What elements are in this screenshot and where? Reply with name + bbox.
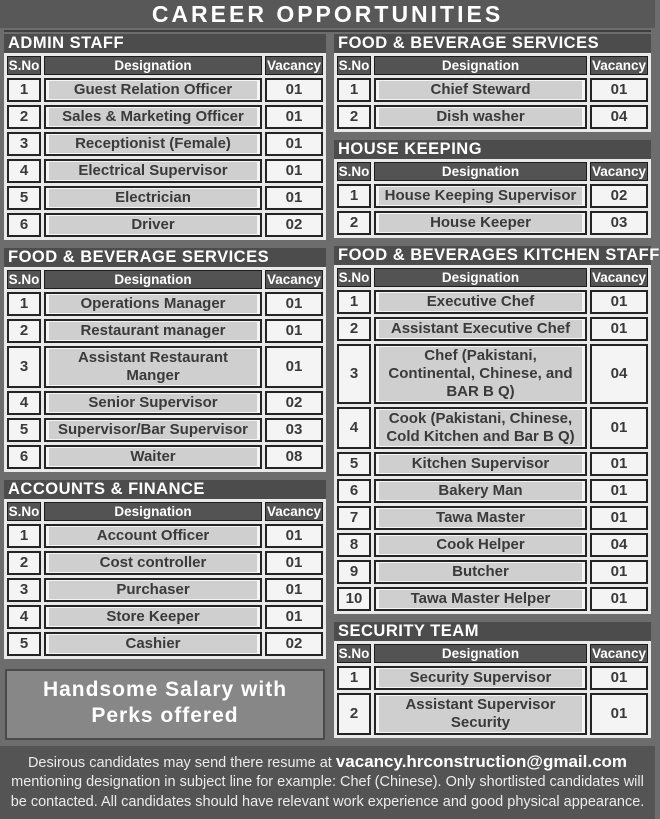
- cell-designation: Kitchen Supervisor: [374, 452, 587, 476]
- cell-designation: Purchaser: [44, 578, 262, 602]
- job-section: [334, 34, 651, 132]
- cell-sno: 4: [7, 605, 41, 629]
- jobs-table: [334, 265, 651, 614]
- table-row: [7, 346, 323, 388]
- column-header-vacancy: Vacancy: [266, 272, 322, 287]
- cell-sno: 1: [337, 78, 371, 102]
- cell-designation: Cook Helper: [374, 533, 587, 557]
- table-row: [7, 213, 323, 237]
- cell-vacancy: 08: [265, 445, 323, 469]
- cell-designation: Waiter: [44, 445, 262, 469]
- table-row: [337, 506, 648, 530]
- column-header-vacancy: Vacancy: [266, 504, 322, 519]
- table-header-row: [7, 270, 323, 289]
- cell-designation: Driver: [44, 213, 262, 237]
- column-header-designation: Designation: [374, 268, 587, 287]
- table-row: [337, 666, 648, 690]
- cell-designation: Account Officer: [44, 524, 262, 548]
- section-title: FOOD & BEVERAGE SERVICES: [334, 34, 651, 53]
- jobs-table: [4, 267, 326, 472]
- cell-designation: Bakery Man: [374, 479, 587, 503]
- column-header-sno: S.No: [338, 646, 370, 661]
- table-row: [7, 551, 323, 575]
- cell-designation: Assistant Restaurant Manger: [44, 346, 262, 388]
- table-row: [7, 292, 323, 316]
- cell-designation: Electrical Supervisor: [44, 159, 262, 183]
- cell-designation: House Keeping Supervisor: [374, 184, 587, 208]
- table-row: [7, 578, 323, 602]
- cell-sno: 1: [337, 666, 371, 690]
- left-sections: [4, 34, 326, 667]
- cell-designation: Cost controller: [44, 551, 262, 575]
- cell-vacancy: 03: [265, 418, 323, 442]
- table-row: [337, 452, 648, 476]
- table-row: [337, 407, 648, 449]
- job-section: [334, 140, 651, 238]
- section-title: HOUSE KEEPING: [334, 140, 651, 159]
- cell-vacancy: 01: [265, 159, 323, 183]
- cell-vacancy: 01: [590, 407, 648, 449]
- cell-vacancy: 04: [590, 533, 648, 557]
- jobs-table: [4, 53, 326, 240]
- cell-sno: 2: [337, 693, 371, 735]
- page-title: CAREER OPPORTUNITIES: [0, 0, 655, 28]
- cell-sno: 1: [7, 524, 41, 548]
- table-row: [337, 533, 648, 557]
- table-row: [7, 605, 323, 629]
- cell-designation: Chief Steward: [374, 78, 587, 102]
- table-row: [7, 78, 323, 102]
- section-title: FOOD & BEVERAGES KITCHEN STAFF: [334, 246, 651, 265]
- column-header-sno: S.No: [338, 164, 370, 179]
- cell-sno: 2: [337, 211, 371, 235]
- cell-vacancy: 02: [265, 391, 323, 415]
- section-title: FOOD & BEVERAGE SERVICES: [4, 248, 326, 267]
- cell-vacancy: 01: [265, 292, 323, 316]
- cell-sno: 7: [337, 506, 371, 530]
- table-header-row: [7, 502, 323, 521]
- column-header-sno: S.No: [8, 272, 40, 287]
- cell-designation: House Keeper: [374, 211, 587, 235]
- cell-designation: Butcher: [374, 560, 587, 584]
- cell-sno: 10: [337, 587, 371, 611]
- cell-sno: 2: [337, 317, 371, 341]
- cell-sno: 1: [7, 292, 41, 316]
- cell-sno: 1: [337, 184, 371, 208]
- cell-sno: 5: [7, 632, 41, 656]
- column-header-vacancy: Vacancy: [591, 58, 647, 73]
- cell-designation: Chef (Pakistani, Continental, Chinese, and BAR B Q): [374, 344, 587, 404]
- table-row: [7, 105, 323, 129]
- cell-vacancy: 01: [590, 693, 648, 735]
- jobs-table: [334, 641, 651, 738]
- cell-designation: Cashier: [44, 632, 262, 656]
- cell-sno: 5: [7, 186, 41, 210]
- table-row: [337, 693, 648, 735]
- cell-vacancy: 01: [590, 560, 648, 584]
- column-header-designation: Designation: [44, 56, 262, 75]
- jobs-table: [4, 499, 326, 659]
- salary-note-line1: Handsome Salary with: [42, 678, 288, 701]
- table-row: [7, 632, 323, 656]
- cell-sno: 3: [7, 578, 41, 602]
- table-row: [7, 524, 323, 548]
- cell-sno: 2: [7, 551, 41, 575]
- cell-sno: 2: [7, 319, 41, 343]
- cell-designation: Security Supervisor: [374, 666, 587, 690]
- cell-vacancy: 01: [590, 666, 648, 690]
- job-section: [4, 480, 326, 659]
- cell-sno: 6: [7, 213, 41, 237]
- cell-sno: 6: [337, 479, 371, 503]
- cell-vacancy: 03: [590, 211, 648, 235]
- table-header-row: [337, 56, 648, 75]
- cell-sno: 4: [337, 407, 371, 449]
- cell-sno: 1: [337, 290, 371, 314]
- cell-vacancy: 01: [590, 479, 648, 503]
- cell-sno: 3: [337, 344, 371, 404]
- cell-vacancy: 01: [590, 78, 648, 102]
- cell-vacancy: 01: [265, 551, 323, 575]
- cell-vacancy: 04: [590, 344, 648, 404]
- cell-designation: Tawa Master Helper: [374, 587, 587, 611]
- cell-sno: 5: [7, 418, 41, 442]
- table-row: [7, 159, 323, 183]
- table-row: [7, 319, 323, 343]
- left-column: [4, 34, 326, 746]
- cell-sno: 2: [337, 105, 371, 129]
- column-header-vacancy: Vacancy: [591, 646, 647, 661]
- table-row: [7, 132, 323, 156]
- section-title: SECURITY TEAM: [334, 622, 651, 641]
- cell-designation: Senior Supervisor: [44, 391, 262, 415]
- cell-sno: 3: [7, 346, 41, 388]
- columns: [0, 32, 660, 746]
- cell-vacancy: 01: [265, 578, 323, 602]
- table-header-row: [337, 162, 648, 181]
- cell-vacancy: 04: [590, 105, 648, 129]
- cell-vacancy: 02: [590, 184, 648, 208]
- column-header-sno: S.No: [338, 58, 370, 73]
- cell-vacancy: 02: [265, 632, 323, 656]
- cell-designation: Supervisor/Bar Supervisor: [44, 418, 262, 442]
- column-header-sno: S.No: [338, 270, 370, 285]
- table-row: [7, 186, 323, 210]
- cell-designation: Tawa Master: [374, 506, 587, 530]
- table-row: [337, 344, 648, 404]
- cell-designation: Restaurant manager: [44, 319, 262, 343]
- column-header-designation: Designation: [374, 644, 587, 663]
- table-row: [337, 479, 648, 503]
- column-header-vacancy: Vacancy: [591, 164, 647, 179]
- cell-designation: Guest Relation Officer: [44, 78, 262, 102]
- cell-sno: 4: [7, 159, 41, 183]
- table-row: [337, 290, 648, 314]
- jobs-table: [334, 53, 651, 132]
- footer-note: [0, 746, 655, 819]
- table-header-row: [337, 268, 648, 287]
- cell-vacancy: 01: [265, 605, 323, 629]
- column-header-designation: Designation: [374, 162, 587, 181]
- email-address: vacancy.hrconstruction@gmail.com: [335, 752, 628, 771]
- cell-designation: Executive Chef: [374, 290, 587, 314]
- table-row: [7, 445, 323, 469]
- column-header-vacancy: Vacancy: [266, 58, 322, 73]
- salary-note: [5, 669, 325, 740]
- cell-designation: Operations Manager: [44, 292, 262, 316]
- cell-sno: 9: [337, 560, 371, 584]
- job-section: [334, 246, 660, 614]
- cell-sno: 2: [7, 105, 41, 129]
- table-row: [337, 78, 648, 102]
- table-row: [337, 587, 648, 611]
- cell-sno: 8: [337, 533, 371, 557]
- cell-sno: 3: [7, 132, 41, 156]
- cell-designation: Assistant Executive Chef: [374, 317, 587, 341]
- table-row: [7, 391, 323, 415]
- cell-vacancy: 01: [265, 105, 323, 129]
- job-section: [4, 248, 326, 472]
- table-row: [337, 211, 648, 235]
- salary-note-line2: Perks offered: [91, 704, 239, 728]
- footer-rest: mentioning designation in subject line for example: Chef (Chinese). Only shortlisted candidates will be contacted. All candidates should have relevant work experience and good physical appearance.: [10, 774, 645, 810]
- cell-sno: 6: [7, 445, 41, 469]
- cell-vacancy: 01: [590, 317, 648, 341]
- cell-vacancy: 01: [265, 524, 323, 548]
- cell-designation: Sales & Marketing Officer: [44, 105, 262, 129]
- table-row: [337, 317, 648, 341]
- table-row: [7, 418, 323, 442]
- cell-sno: 5: [337, 452, 371, 476]
- table-row: [337, 184, 648, 208]
- cell-vacancy: 01: [590, 290, 648, 314]
- column-header-sno: S.No: [8, 504, 40, 519]
- job-section: [4, 34, 326, 240]
- footer-prefix: Desirous candidates may send there resume at: [27, 755, 336, 771]
- section-title: ADMIN STAFF: [4, 34, 326, 53]
- cell-sno: 4: [7, 391, 41, 415]
- cell-designation: Dish washer: [374, 105, 587, 129]
- section-title: ACCOUNTS & FINANCE: [4, 480, 326, 499]
- cell-vacancy: 01: [590, 452, 648, 476]
- table-row: [337, 560, 648, 584]
- jobs-table: [334, 159, 651, 238]
- cell-designation: Receptionist (Female): [44, 132, 262, 156]
- cell-vacancy: 01: [265, 132, 323, 156]
- cell-designation: Store Keeper: [44, 605, 262, 629]
- column-header-designation: Designation: [44, 502, 262, 521]
- table-header-row: [7, 56, 323, 75]
- cell-vacancy: 02: [265, 213, 323, 237]
- cell-designation: Electrician: [44, 186, 262, 210]
- cell-vacancy: 01: [590, 506, 648, 530]
- right-column: [334, 34, 660, 746]
- cell-vacancy: 01: [265, 186, 323, 210]
- job-section: [334, 622, 651, 738]
- table-row: [337, 105, 648, 129]
- column-header-designation: Designation: [44, 270, 262, 289]
- column-header-designation: Designation: [374, 56, 587, 75]
- cell-sno: 1: [7, 78, 41, 102]
- cell-designation: Assistant Supervisor Security: [374, 693, 587, 735]
- column-header-sno: S.No: [8, 58, 40, 73]
- cell-vacancy: 01: [265, 346, 323, 388]
- cell-vacancy: 01: [265, 319, 323, 343]
- cell-designation: Cook (Pakistani, Chinese, Cold Kitchen and Bar B Q): [374, 407, 587, 449]
- cell-vacancy: 01: [265, 78, 323, 102]
- cell-vacancy: 01: [590, 587, 648, 611]
- table-header-row: [337, 644, 648, 663]
- right-sections: [334, 34, 660, 746]
- column-header-vacancy: Vacancy: [591, 270, 647, 285]
